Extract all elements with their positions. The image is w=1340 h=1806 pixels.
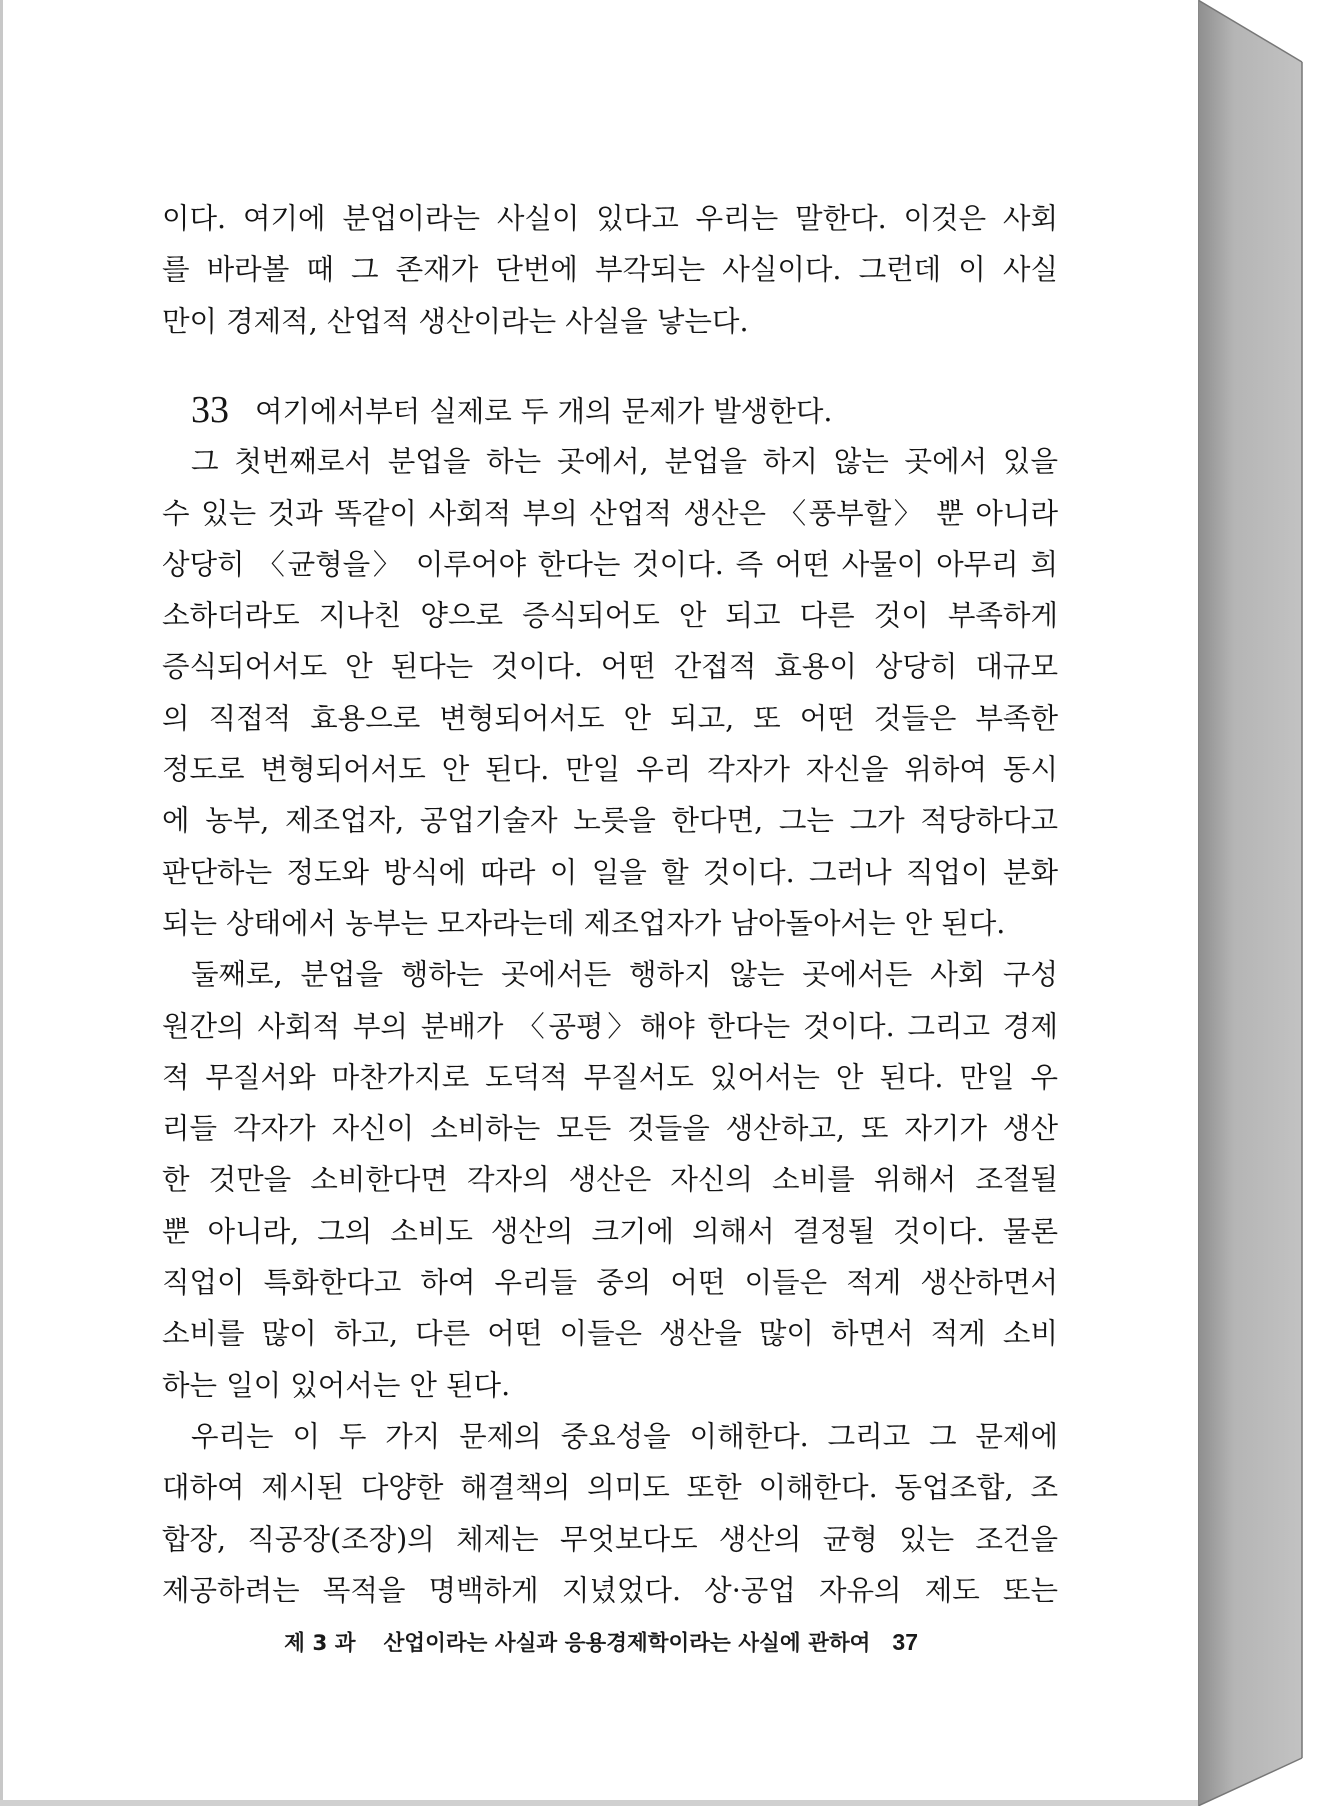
text-line: 정도로 변형되어서도 안 된다. 만일 우리 각자가 자신을 위하여 동시 bbox=[162, 753, 1058, 787]
text-line: 우리는 이 두 가지 문제의 중요성을 이해한다. 그리고 그 문제에 bbox=[191, 1419, 1058, 1453]
text-line: 제공하려는 목적을 명백하게 지녔었다. 상·공업 자유의 제도 또는 bbox=[162, 1573, 1058, 1607]
text-line: 에 농부, 제조업자, 공업기술자 노릇을 한다면, 그는 그가 적당하다고 bbox=[162, 804, 1058, 838]
text-line: 의 직접적 효용으로 변형되어서도 안 되고, 또 어떤 것들은 부족한 bbox=[162, 701, 1058, 735]
section-number: 33 bbox=[191, 389, 229, 431]
section-first-line: 여기에서부터 실제로 두 개의 문제가 발생한다. bbox=[255, 395, 833, 428]
text-line: 직업이 특화한다고 하여 우리들 중의 어떤 이들은 적게 생산하면서 bbox=[162, 1266, 1058, 1300]
text-line: 한 것만을 소비한다면 각자의 생산은 자신의 소비를 위해서 조절될 bbox=[162, 1163, 1058, 1197]
text-line: 소비를 많이 하고, 다른 어떤 이들은 생산을 많이 하면서 적게 소비 bbox=[162, 1317, 1058, 1351]
text-line: 수 있는 것과 똑같이 사회적 부의 산업적 생산은 〈풍부할〉 뿐 아니라 bbox=[162, 496, 1058, 530]
footer-chapter: 제 3 과 bbox=[284, 1631, 356, 1656]
book-side-panel bbox=[1198, 0, 1340, 1806]
text-line: 원간의 사회적 부의 분배가 〈공평〉해야 한다는 것이다. 그리고 경제 bbox=[162, 1009, 1058, 1043]
paragraph-top bbox=[162, 193, 1058, 347]
text-line: 그 첫번째로서 분업을 하는 곳에서, 분업을 하지 않는 곳에서 있을 bbox=[191, 445, 1058, 479]
text-line: 만이 경제적, 산업적 생산이라는 사실을 낳는다. bbox=[162, 304, 749, 338]
text-line: 되는 상태에서 농부는 모자라는데 제조업자가 남아돌아서는 안 된다. bbox=[162, 906, 1006, 940]
text-line: 증식되어서도 안 된다는 것이다. 어떤 간접적 효용이 상당히 대규모 bbox=[162, 650, 1058, 684]
text-line: 합장, 직공장(조장)의 체제는 무엇보다도 생산의 균형 있는 조건을 bbox=[162, 1522, 1058, 1556]
text-line: 둘째로, 분업을 행하는 곳에서든 행하지 않는 곳에서든 사회 구성 bbox=[191, 958, 1058, 992]
text-line: 이다. 여기에 분업이라는 사실이 있다고 우리는 말한다. 이것은 사회 bbox=[162, 202, 1058, 235]
page-edge-bottom bbox=[0, 1800, 1200, 1806]
page-number: 37 bbox=[892, 1629, 918, 1655]
text-line: 적 무질서와 마찬가지로 도덕적 무질서도 있어서는 안 된다. 만일 우 bbox=[162, 1060, 1058, 1094]
section-heading-line bbox=[162, 385, 1058, 436]
footer-title: 산업이라는 사실과 응용경제학이라는 사실에 관하여 bbox=[383, 1631, 871, 1656]
text-line: 뿐 아니라, 그의 소비도 생산의 크기에 의해서 결정될 것이다. 물론 bbox=[162, 1214, 1058, 1248]
running-footer bbox=[284, 1626, 918, 1657]
text-line: 판단하는 정도와 방식에 따라 이 일을 할 것이다. 그러나 직업이 분화 bbox=[162, 855, 1058, 889]
text-line: 리들 각자가 자신이 소비하는 모든 것들을 생산하고, 또 자기가 생산 bbox=[162, 1112, 1058, 1146]
text-line: 대하여 제시된 다양한 해결책의 의미도 또한 이해한다. 동업조합, 조 bbox=[162, 1471, 1058, 1505]
text-line: 하는 일이 있어서는 안 된다. bbox=[162, 1368, 511, 1402]
page-edge bbox=[0, 0, 3, 1806]
section-33 bbox=[162, 385, 1058, 1616]
text-line: 를 바라볼 때 그 존재가 단번에 부각되는 사실이다. 그런데 이 사실 bbox=[162, 253, 1058, 287]
text-line: 상당히 〈균형을〉 이루어야 한다는 것이다. 즉 어떤 사물이 아무리 희 bbox=[162, 547, 1058, 581]
text-line: 소하더라도 지나친 양으로 증식되어도 안 되고 다른 것이 부족하게 bbox=[162, 599, 1058, 633]
